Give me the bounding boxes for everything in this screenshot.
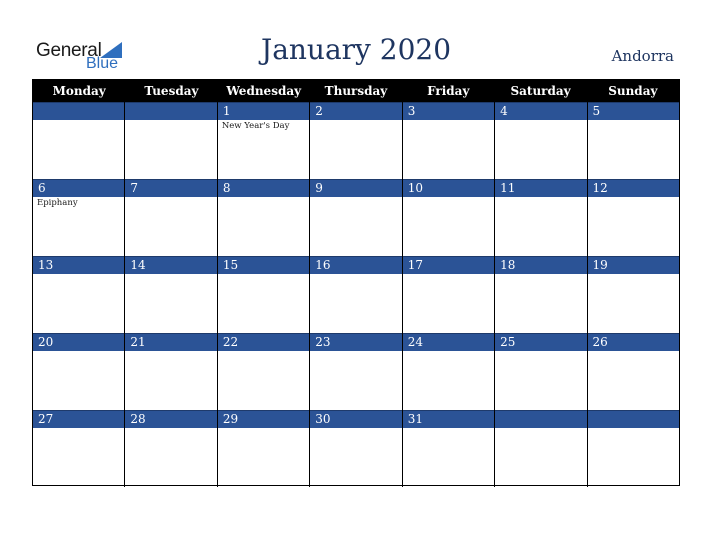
country-label: Andorra: [611, 47, 674, 65]
calendar-day-cell: [402, 410, 494, 487]
day-number: 25: [495, 333, 586, 351]
calendar-day-cell: [217, 256, 309, 333]
calendar-day-cell: [124, 256, 216, 333]
holiday-label: [310, 351, 401, 352]
calendar-title: January 2020: [260, 33, 452, 66]
day-number: 4: [495, 102, 586, 120]
holiday-label: [495, 120, 586, 121]
holiday-label: [403, 197, 494, 198]
day-content: [495, 351, 586, 410]
calendar-day-cell: [217, 410, 309, 487]
calendar-day-cell: [217, 179, 309, 256]
calendar-weeks: [33, 102, 679, 487]
holiday-label: [588, 120, 679, 121]
calendar-day-cell: [124, 179, 216, 256]
day-number: 22: [218, 333, 309, 351]
calendar-day-cell: [124, 410, 216, 487]
weekday-header: Tuesday: [144, 84, 199, 98]
day-number: 9: [310, 179, 401, 197]
day-number: 11: [495, 179, 586, 197]
day-content: [125, 197, 216, 256]
holiday-label: [588, 274, 679, 275]
day-content: [495, 274, 586, 333]
calendar-day-cell: [33, 256, 124, 333]
calendar-day-cell: [402, 256, 494, 333]
calendar-week-row: [33, 102, 679, 179]
day-content: [588, 274, 679, 333]
day-content: [588, 197, 679, 256]
day-number: [495, 410, 586, 428]
holiday-label: [33, 120, 124, 121]
holiday-label: Epiphany: [37, 198, 78, 208]
calendar-day-cell: [587, 333, 679, 410]
holiday-label: [403, 274, 494, 275]
calendar-grid: [32, 79, 680, 486]
calendar-day-cell: [494, 179, 586, 256]
calendar-day-cell: [494, 102, 586, 179]
day-content: [310, 428, 401, 487]
holiday-label: [495, 197, 586, 198]
day-content: [310, 120, 401, 179]
day-content: [310, 351, 401, 410]
calendar-day-cell: [309, 179, 401, 256]
weekday-header: Saturday: [510, 84, 571, 98]
calendar-day-cell: [587, 102, 679, 179]
calendar-day-cell: [33, 102, 124, 179]
calendar-day-cell: [402, 179, 494, 256]
day-content: [403, 120, 494, 179]
holiday-label: [125, 351, 216, 352]
holiday-label: [218, 197, 309, 198]
day-content: [218, 274, 309, 333]
day-content: [403, 197, 494, 256]
calendar-day-cell: [309, 102, 401, 179]
holiday-label: [403, 351, 494, 352]
day-content: [495, 428, 586, 487]
day-number: 14: [125, 256, 216, 274]
day-number: 6: [33, 179, 124, 197]
day-number: 2: [310, 102, 401, 120]
calendar-day-cell: [217, 333, 309, 410]
calendar-day-cell: [33, 410, 124, 487]
weekday-header-row: [33, 80, 679, 102]
holiday-label: [310, 120, 401, 121]
day-number: 23: [310, 333, 401, 351]
holiday-label: [403, 120, 494, 121]
day-number: 16: [310, 256, 401, 274]
day-content: [588, 428, 679, 487]
holiday-label: [33, 428, 124, 429]
day-content: [218, 120, 309, 179]
day-number: 21: [125, 333, 216, 351]
holiday-label: [495, 274, 586, 275]
holiday-label: [33, 274, 124, 275]
day-content: [218, 428, 309, 487]
holiday-label: [218, 428, 309, 429]
weekday-header: Thursday: [324, 84, 388, 98]
day-number: 27: [33, 410, 124, 428]
day-content: [588, 351, 679, 410]
day-number: 10: [403, 179, 494, 197]
calendar-week-row: [33, 333, 679, 410]
holiday-label: [588, 197, 679, 198]
day-content: [125, 274, 216, 333]
holiday-label: [310, 428, 401, 429]
day-number: 28: [125, 410, 216, 428]
day-content: [125, 120, 216, 179]
calendar-day-cell: [587, 256, 679, 333]
holiday-label: [218, 274, 309, 275]
calendar-day-cell: [309, 410, 401, 487]
day-content: [125, 428, 216, 487]
day-number: 18: [495, 256, 586, 274]
holiday-label: [588, 351, 679, 352]
day-number: [33, 102, 124, 120]
calendar-day-cell: [124, 102, 216, 179]
calendar-day-cell: [494, 410, 586, 487]
day-number: [125, 102, 216, 120]
day-number: [588, 410, 679, 428]
day-number: 8: [218, 179, 309, 197]
holiday-label: [218, 351, 309, 352]
day-content: [218, 197, 309, 256]
holiday-label: [125, 120, 216, 121]
logo-text-general: General: [36, 40, 102, 61]
day-content: [33, 428, 124, 487]
weekday-header: Sunday: [608, 84, 658, 98]
calendar-day-cell: [587, 410, 679, 487]
day-number: 24: [403, 333, 494, 351]
holiday-label: [310, 197, 401, 198]
day-content: [33, 351, 124, 410]
day-number: 3: [403, 102, 494, 120]
calendar-day-cell: [402, 333, 494, 410]
calendar-day-cell: [494, 256, 586, 333]
day-number: 5: [588, 102, 679, 120]
calendar-day-cell: [124, 333, 216, 410]
holiday-label: [125, 197, 216, 198]
day-content: [218, 351, 309, 410]
calendar-week-row: [33, 410, 679, 487]
calendar-week-row: [33, 179, 679, 256]
holiday-label: [403, 428, 494, 429]
day-number: 12: [588, 179, 679, 197]
holiday-label: [125, 274, 216, 275]
day-content: [33, 120, 124, 179]
day-content: [588, 120, 679, 179]
day-number: 13: [33, 256, 124, 274]
weekday-header: Monday: [52, 84, 106, 98]
day-content: [495, 120, 586, 179]
day-number: 26: [588, 333, 679, 351]
holiday-label: [125, 428, 216, 429]
holiday-label: [495, 351, 586, 352]
calendar-day-cell: [309, 256, 401, 333]
holiday-label: New Year's Day: [221, 121, 290, 131]
day-number: 31: [403, 410, 494, 428]
calendar-day-cell: [33, 179, 124, 256]
calendar-day-cell: [309, 333, 401, 410]
day-content: [33, 197, 124, 256]
day-content: [495, 197, 586, 256]
holiday-label: [33, 351, 124, 352]
day-content: [310, 197, 401, 256]
day-content: [125, 351, 216, 410]
day-number: 1: [218, 102, 309, 120]
day-content: [403, 428, 494, 487]
day-number: 19: [588, 256, 679, 274]
day-content: [33, 274, 124, 333]
calendar-day-cell: [494, 333, 586, 410]
holiday-label: [310, 274, 401, 275]
weekday-header: Wednesday: [226, 84, 302, 98]
holiday-label: [588, 428, 679, 429]
logo-text-blue: Blue: [86, 55, 119, 72]
calendar-day-cell: [587, 179, 679, 256]
weekday-header: Friday: [427, 84, 470, 98]
calendar-week-row: [33, 256, 679, 333]
day-number: 7: [125, 179, 216, 197]
day-number: 30: [310, 410, 401, 428]
day-content: [403, 351, 494, 410]
day-number: 15: [218, 256, 309, 274]
day-content: [403, 274, 494, 333]
holiday-label: [495, 428, 586, 429]
calendar-day-cell: [33, 333, 124, 410]
calendar-day-cell: [217, 102, 309, 179]
calendar-day-cell: [402, 102, 494, 179]
day-content: [310, 274, 401, 333]
day-number: 17: [403, 256, 494, 274]
day-number: 29: [218, 410, 309, 428]
day-number: 20: [33, 333, 124, 351]
